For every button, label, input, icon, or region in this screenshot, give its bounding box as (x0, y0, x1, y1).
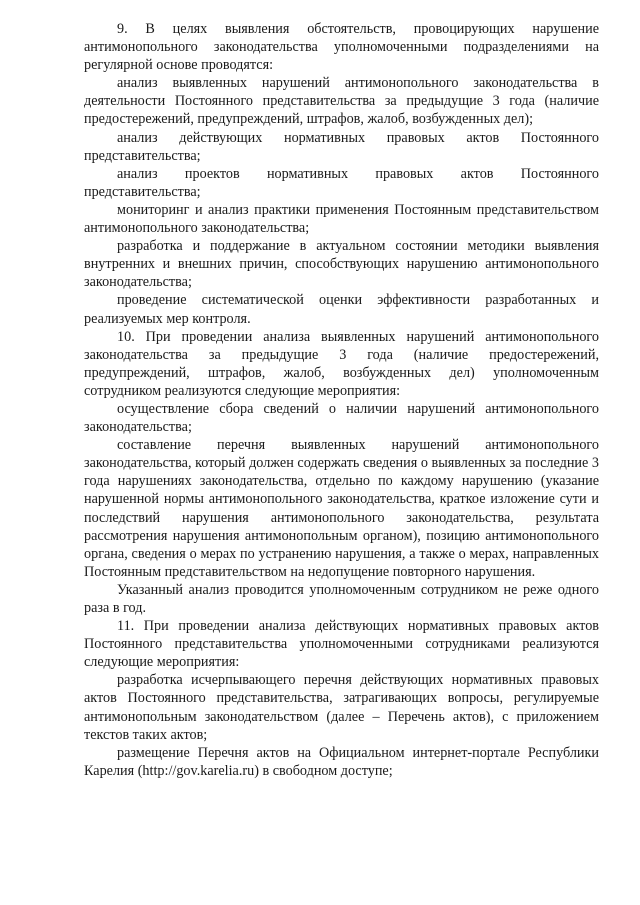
paragraph-10-note: Указанный анализ проводится уполномоченным сотрудником не реже одного раза в год. (84, 581, 599, 616)
paragraph-9-item-3: анализ проектов нормативных правовых актов Постоянного представительства; (84, 165, 599, 200)
paragraph-9-item-2: анализ действующих нормативных правовых актов Постоянного представительства; (84, 129, 599, 164)
paragraph-10-intro: 10. При проведении анализа выявленных нарушений антимонопольного законодательства за предыдущие 3 года (наличие предостережений, предупреждений, штрафов, жалоб, возбужденных дел) уполномоченным сотрудником реализуются следующие мероприятия: (84, 328, 599, 399)
paragraph-9-item-6: проведение систематической оценки эффективности разработанных и реализуемых мер контроля. (84, 292, 599, 327)
paragraph-11-item-2: размещение Перечня актов на Официальном интернет-портале Республики Карелия (http://gov.karelia.ru) в свободном доступе; (84, 744, 599, 779)
paragraph-10-item-1: осуществление сбора сведений о наличии нарушений антимонопольного законодательства; (84, 400, 599, 436)
paragraph-9-intro: 9. В целях выявления обстоятельств, провоцирующих нарушение антимонопольного законодательства уполномоченными подразделениями на регулярной основе проводятся: (84, 21, 599, 74)
paragraph-9-item-1: анализ выявленных нарушений антимонопольного законодательства в деятельности Постоянного представительства за предыдущие 3 года (наличие предостережений, предупреждений, штрафов, жалоб, возбужденных дел); (84, 75, 599, 128)
paragraph-10-item-2: составление перечня выявленных нарушений антимонопольного законодательства, который должен содержать сведения о выявленных за последние 3 года нарушениях законодательства, отдельно по каждому нарушению (указание нарушенной нормы антимонопольного законодательства, краткое изложение сути и последствий нарушения антимонопольного законодательства, результата рассмотрения нарушения антимонопольным органом), позицию антимонопольного органа, сведения о мерах по устранению нарушения, а также о мерах, направленных Постоянным представительством на недопущение повторного нарушения. (84, 437, 599, 580)
paragraph-9-item-4: мониторинг и анализ практики применения Постоянным представительством антимонопольного законодательства; (84, 201, 599, 237)
paragraph-11-intro: 11. При проведении анализа действующих нормативных правовых актов Постоянного представительства уполномоченными сотрудниками реализуются следующие мероприятия: (84, 618, 599, 671)
paragraph-9-item-5: разработка и поддержание в актуальном состоянии методики выявления внутренних и внешних причин, способствующих нарушению антимонопольного законодательства; (84, 238, 599, 291)
paragraph-11-item-1: разработка исчерпывающего перечня действующих нормативных правовых актов Постоянного представительства, затрагивающих вопросы, регулируемые антимонопольным законодательством (далее – Перечень актов), с приложением текстов таких актов; (84, 672, 599, 743)
